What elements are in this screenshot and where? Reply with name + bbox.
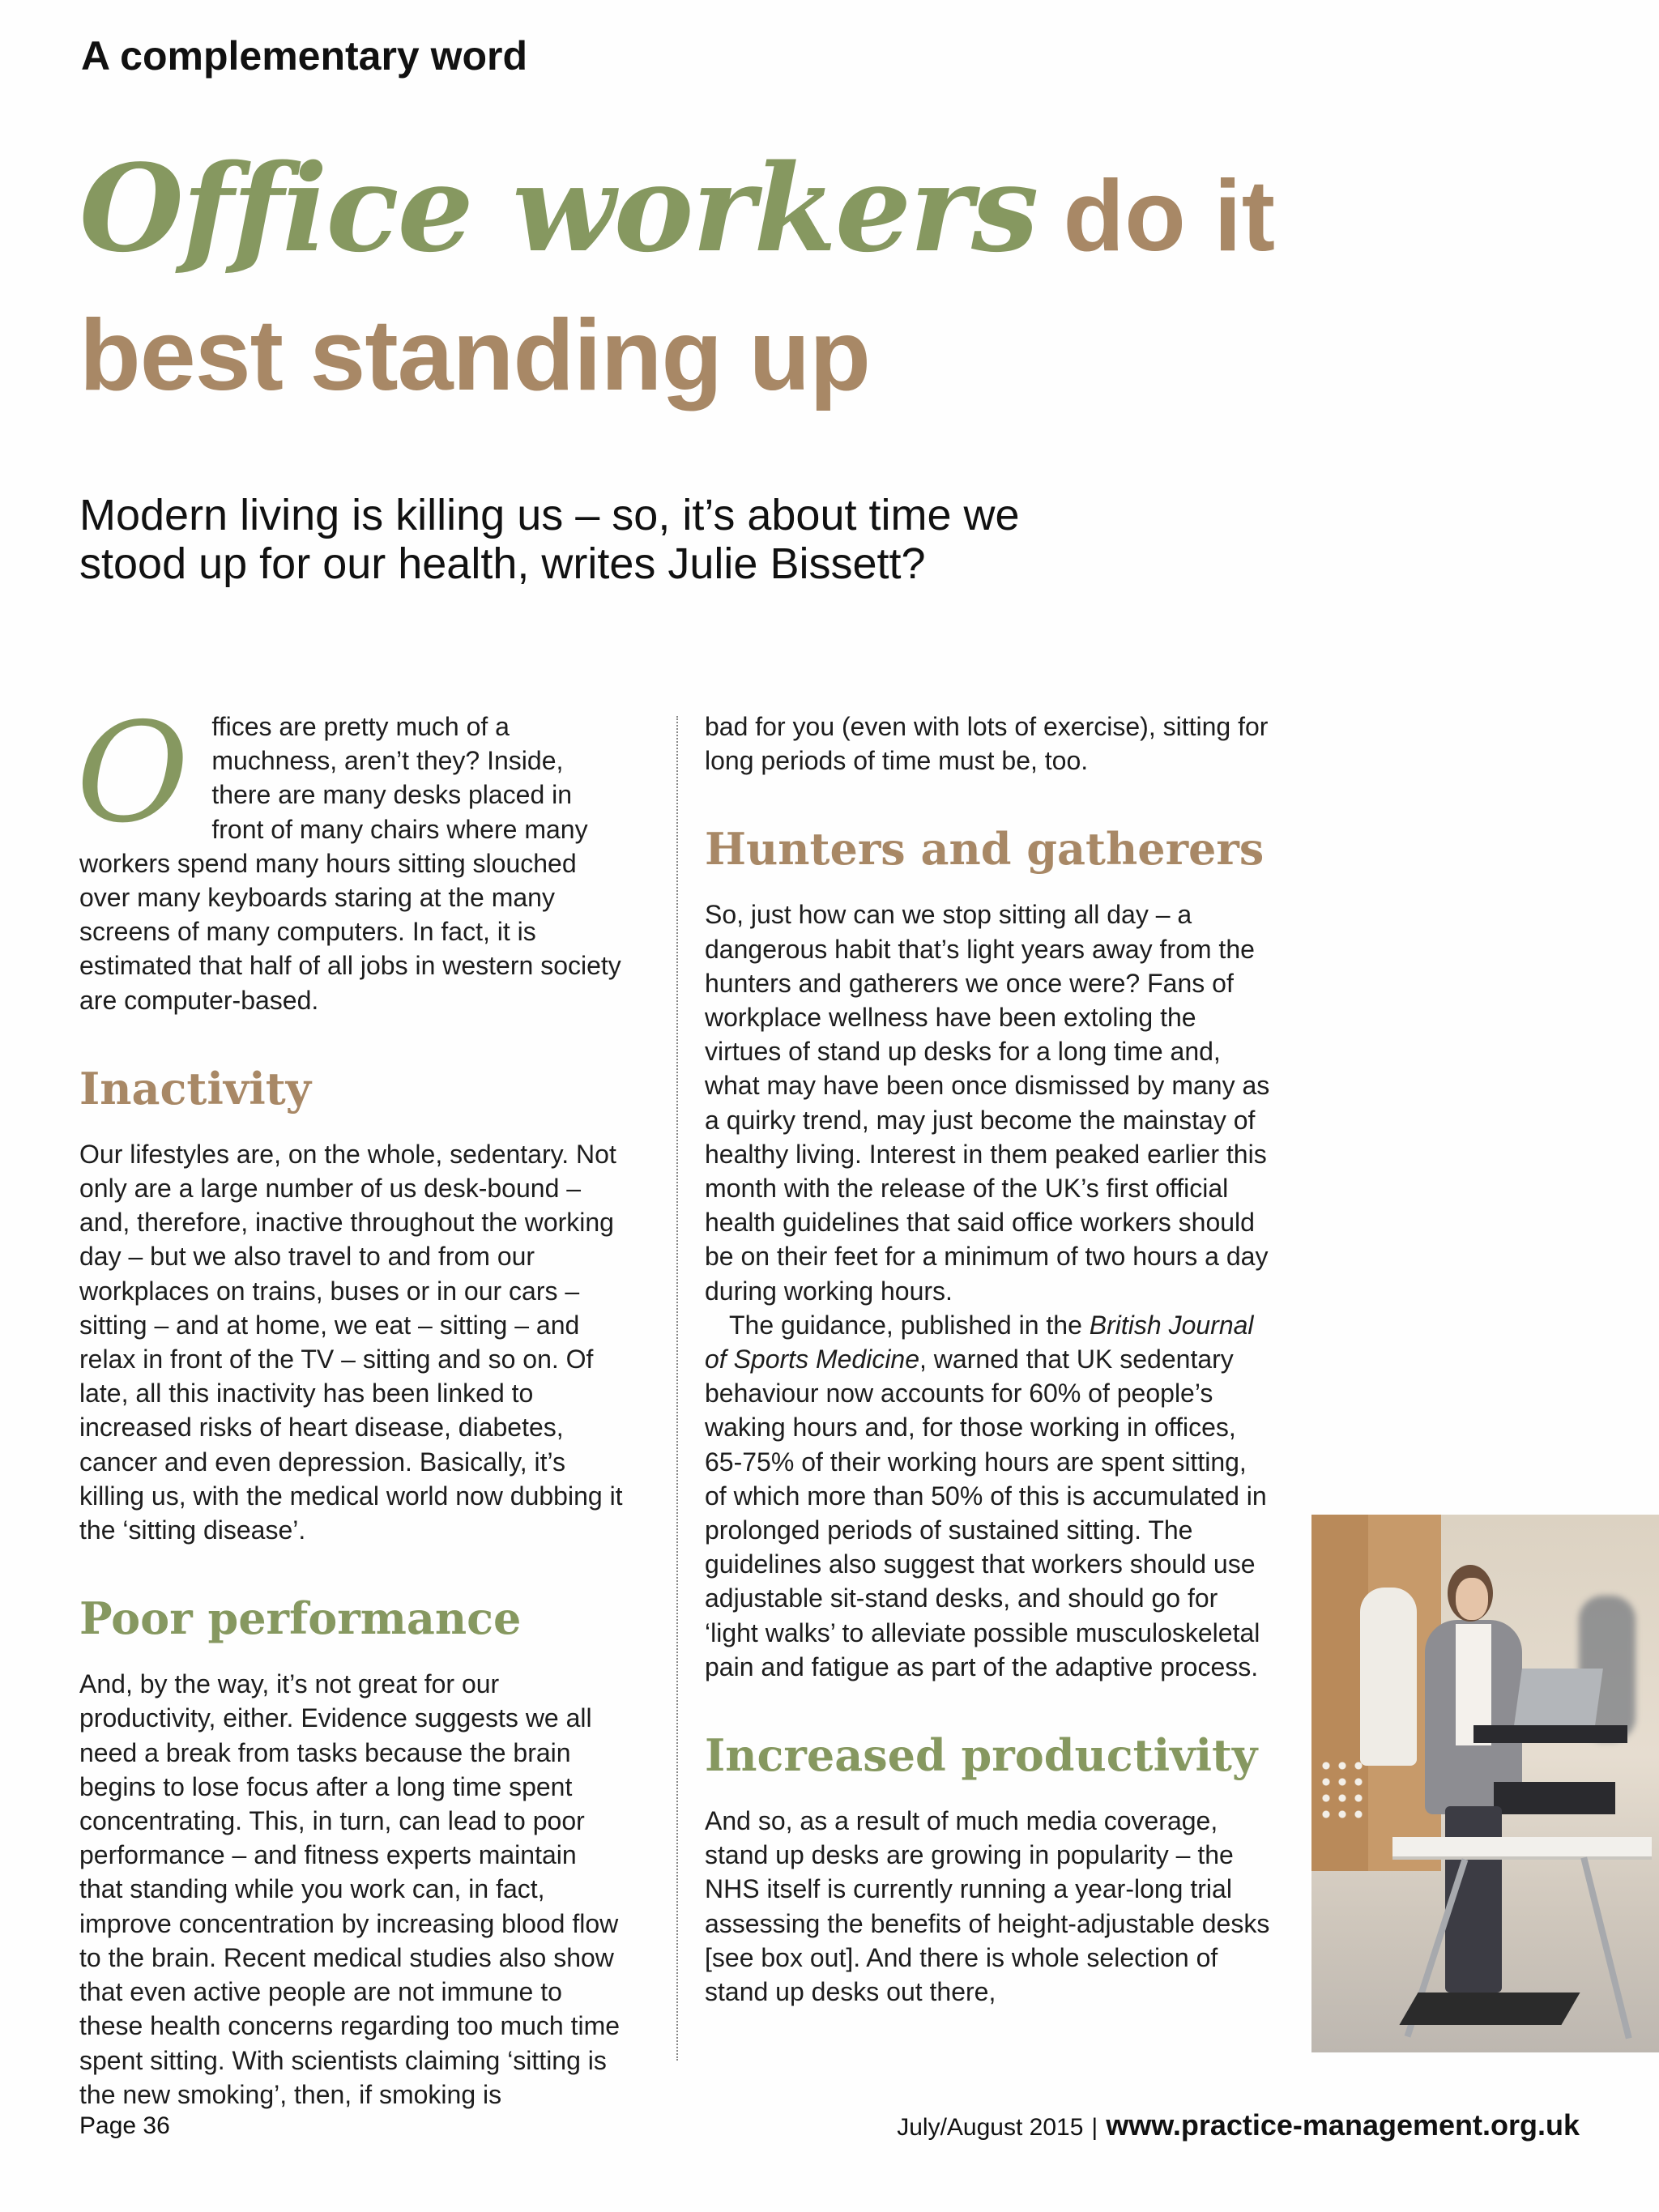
guidance-text-a: The guidance, published in the [729, 1310, 1090, 1340]
standing-desk-photo [1311, 1515, 1659, 2052]
paragraph-poor-performance: And, by the way, it’s not great for our productivity, either. Evidence suggests we all need a break from tasks because the brain begins to lose focus after a long time spent concentrating. This, in turn, can lead to poor performance – and fitness experts maintain that standing while you work can, in fact, improve concentration by increasing blood flow to the brain. Recent medical studies also show that even active people are not immune to these health concerns regarding too much time spent sitting. With scientists claiming ‘sitting is the new smoking’, then, if smoking is [79, 1669, 621, 2109]
column-divider [676, 716, 678, 2061]
article-column-2 [705, 710, 1272, 2009]
headline [79, 138, 1497, 279]
subhead-poor-performance: Poor performance [79, 1592, 522, 1645]
headline-script-part: Office workers [79, 138, 1038, 279]
paragraph-hunters-gatherers: So, just how can we stop sitting all day – a dangerous habit that’s light years away from the hunters and gatherers we once were? Fans of workplace wellness have been extoling the virtues of stand up desks for a long time and, what may have been once dismissed by many as a quirky trend, may just become the mainstay of healthy living. Interest in them peaked earlier this month with the release of the UK’s first official health guidelines that said office workers should be on their feet for a minimum of two hours a day during working hours. [705, 900, 1270, 1306]
footer-publication [897, 2108, 1580, 2142]
paragraph-guidance [705, 1308, 1272, 1684]
subhead-inactivity: Inactivity [79, 1062, 312, 1115]
drop-cap: O [76, 693, 190, 854]
intro-text: ffices are pretty much of a muchness, aren’t they? Inside, there are many desks placed in front of many chairs where many workers spend many hours sitting slouched over many keyboards staring at the many screens of many computers. In fact, it is estimated that half of all jobs in western society are computer-based. [79, 712, 621, 1015]
page-number: Page 36 [79, 2112, 170, 2139]
guidance-text-b: , warned that UK sedentary behaviour now accounts for 60% of people’s waking hours and, for those working in offices, 65-75% of their working hours are spent sitting, of which more than 50% of this is accumulated in prolonged periods of sustained sitting. The guidelines also suggest that workers should use adjustable sit-stand desks, and should go for ‘light walks’ to alleviate possible musculoskeletal pain and fatigue as part of the adaptive process. [705, 1345, 1267, 1681]
issue-date: July/August 2015 [897, 2114, 1084, 2141]
headline-plain-part: do it [1063, 160, 1276, 272]
website-link[interactable]: www.practice-management.org.uk [1106, 2108, 1580, 2142]
paragraph-inactivity: Our lifestyles are, on the whole, sedentary. Not only are a large number of us desk-bound – and, therefore, inactive throughout the working day – but we also travel to and from our workplaces on trains, buses or in our cars – sitting – and at home, we eat – sitting – and relax in front of the TV – sitting and so on. Of late, all this inactivity has been linked to increased risks of heart disease, diabetes, cancer and even depression. Basically, it’s killing us, with the medical world now dubbing it the ‘sitting disease’. [79, 1139, 623, 1545]
standfirst-line2: stood up for our health, writes Julie Bissett? [79, 539, 926, 588]
standfirst [79, 491, 1132, 588]
subhead-hunters-gatherers: Hunters and gatherers [705, 823, 1265, 876]
footer-separator: | [1091, 2114, 1098, 2141]
paragraph-continued: bad for you (even with lots of exercise), sitting for long periods of time must be, too. [705, 712, 1269, 776]
headline-line2: best standing up [79, 300, 870, 411]
subhead-increased-productivity: Increased productivity [705, 1729, 1258, 1782]
section-label: A complementary word [81, 33, 528, 79]
standfirst-line1: Modern living is killing us – so, it’s about time we [79, 491, 1020, 539]
journal-title: British Journal of Sports Medicine [705, 1310, 1254, 1375]
article-column-1 [76, 693, 624, 2112]
intro-paragraph [76, 693, 624, 1017]
paragraph-increased-productivity: And so, as a result of much media coverage, stand up desks are growing in popularity – the NHS itself is currently running a year-long trial assessing the benefits of height-adjustable desks [see box out]. And there is whole selection of stand up desks out there, [705, 1806, 1270, 2007]
